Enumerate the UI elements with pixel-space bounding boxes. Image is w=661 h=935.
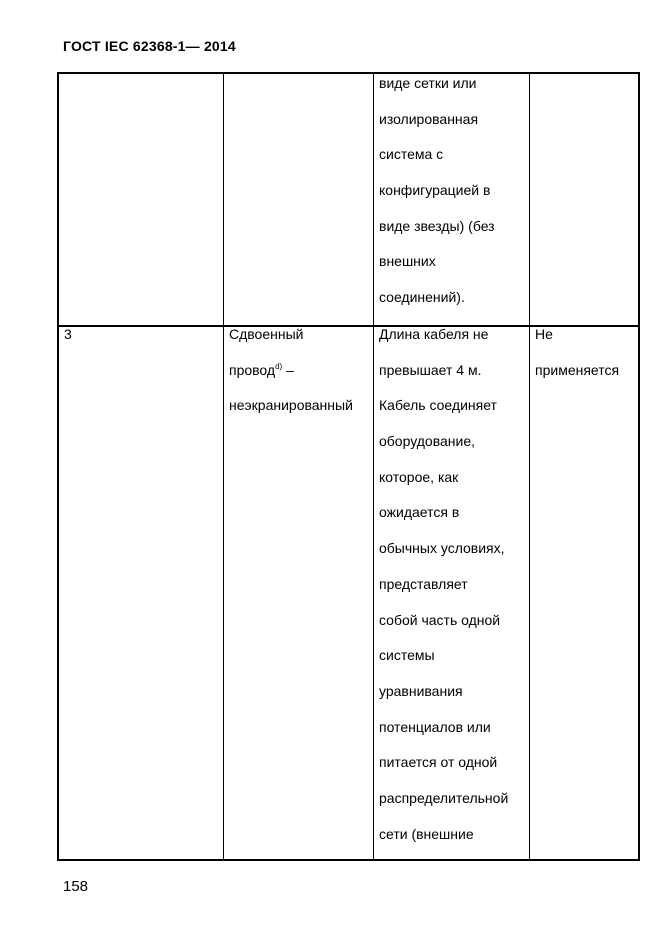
continued-row-description: [379, 66, 495, 316]
text-line: [229, 353, 353, 389]
cable-type-cell: [229, 317, 353, 424]
text-line: Длина кабеля не: [379, 326, 489, 342]
requirements-table: [57, 72, 640, 861]
text-line: распределительной: [379, 789, 509, 806]
text-line: Не: [535, 326, 553, 342]
text-line: неэкранированный: [229, 397, 353, 414]
column-divider: [223, 74, 224, 859]
text-line: оборудование,: [379, 433, 476, 450]
text-line: виде звезды) (без: [379, 217, 495, 234]
text-line: которое, как: [379, 468, 459, 485]
text-line: изолированная: [379, 110, 479, 127]
text-line: системы: [379, 647, 435, 664]
column-divider: [373, 74, 374, 859]
text-line: превышает 4 м.: [379, 361, 482, 378]
document-header: ГОСТ IEC 62368-1— 2014: [63, 38, 236, 54]
text-fragment: –: [282, 361, 294, 378]
text-line: виде сетки или: [379, 75, 477, 91]
page-number: 158: [63, 878, 89, 895]
column-divider: [529, 74, 530, 859]
row-number-cell: [64, 317, 72, 353]
text-line: Кабель соединяет: [379, 397, 497, 414]
text-line: обычных условиях,: [379, 540, 505, 557]
text-line: ожидается в: [379, 504, 460, 521]
text-line: потенциалов или: [379, 718, 491, 735]
text-line: соединений).: [379, 289, 465, 306]
text-line: конфигурацией в: [379, 182, 491, 199]
text-line: сети (внешние: [379, 825, 474, 842]
text-line: система с: [379, 146, 444, 163]
footnote-marker: d): [275, 361, 283, 371]
text-line: питается от одной: [379, 754, 498, 771]
row-number: 3: [64, 326, 72, 342]
text-line: внешних: [379, 253, 436, 270]
text-line: представляет: [379, 575, 468, 592]
text-line: уравнивания: [379, 682, 463, 699]
applicability-cell: [535, 317, 619, 388]
text-line: Сдвоенный: [229, 326, 304, 342]
text-line: собой часть одной: [379, 611, 501, 628]
text-fragment: провод: [229, 361, 276, 378]
description-cell: [379, 317, 508, 852]
text-line: применяется: [535, 361, 620, 378]
